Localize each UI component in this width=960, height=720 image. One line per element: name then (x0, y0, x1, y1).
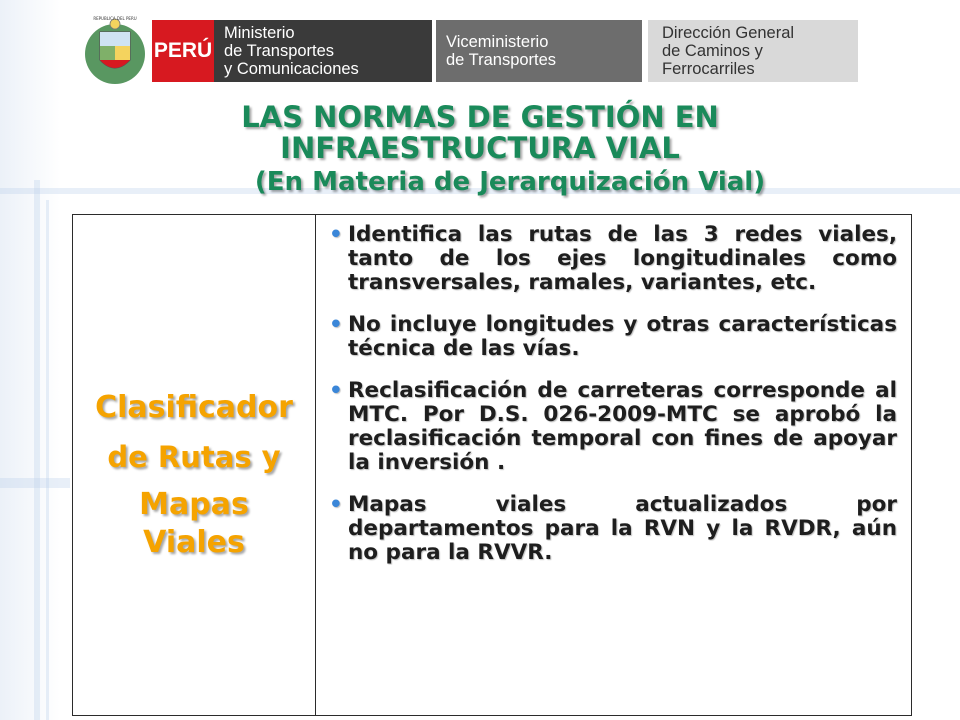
decorative-bar (34, 180, 40, 720)
decorative-bar (46, 200, 49, 720)
bullet-item: • Identifica las rutas de las 3 redes viales, tanto de los ejes longitudinales como transversales, ramales, variantes, etc. (348, 223, 897, 295)
topic-cell (73, 215, 316, 715)
title-line-2: INFRAESTRUCTURA VIAL (280, 131, 680, 165)
coat-of-arms-icon (82, 14, 148, 86)
bullet-item: • Mapas viales actualizados por departamentos para la RVN y la RVDR, aún no para la RVVR. (348, 493, 897, 565)
direction-label (648, 20, 858, 82)
page-subtitle: (En Materia de Jerarquización Vial) (254, 167, 766, 197)
bullet-item: • No incluye longitudes y otras características técnica de las vías. (348, 313, 897, 361)
viceministry-label (436, 20, 642, 82)
direction-text: Dirección General de Caminos y Ferrocarriles (662, 24, 795, 78)
content-table (72, 214, 912, 716)
peru-label: PERÚ (152, 20, 214, 82)
topic-line-2: de Rutas y (107, 440, 281, 474)
topic-line-3: Mapas (139, 487, 249, 522)
viceministry-text: Viceministerio de Transportes (446, 33, 557, 69)
ministry-text: Ministerio de Transportes y Comunicaciones (224, 24, 359, 78)
header-logos (0, 0, 960, 100)
topic-line-4: Viales (143, 525, 245, 560)
svg-text:REPUBLICA DEL PERU: REPUBLICA DEL PERU (93, 16, 137, 21)
bullets-cell (316, 215, 911, 715)
topic-line-1: Clasificador (95, 390, 293, 425)
ministry-label (214, 20, 432, 82)
bullet-item: • Reclasificación de carreteras corresponde al MTC. Por D.S. 026-2009-MTC se aprobó la reclasificación temporal con fines de apoyar la inversión . (348, 379, 897, 475)
page-title (120, 102, 840, 164)
title-line-1: LAS NORMAS DE GESTIÓN EN (241, 100, 719, 134)
